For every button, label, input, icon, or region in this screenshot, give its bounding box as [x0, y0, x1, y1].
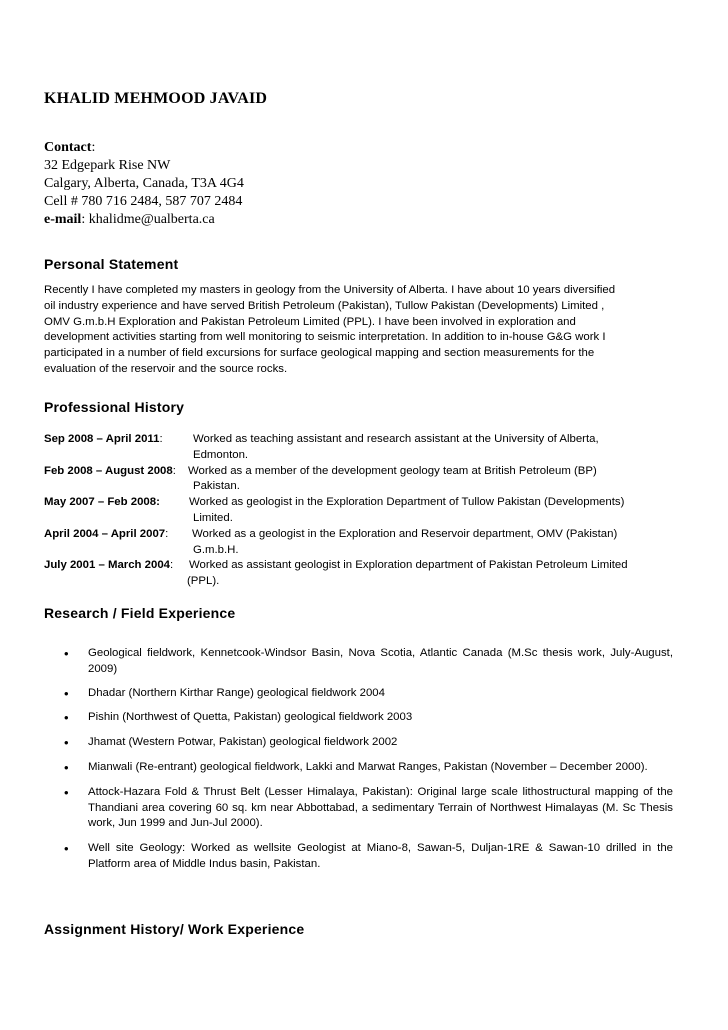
list-item-text: Mianwali (Re-entrant) geological fieldwork, Lakki and Marwat Ranges, Pakistan (November – December 2000). [88, 760, 648, 773]
list-item-text: Pishin (Northwest of Quetta, Pakistan) geological fieldwork 2003 [88, 711, 413, 724]
personal-statement-text [44, 283, 684, 378]
list-item-text: Dhadar (Northern Kirthar Range) geological fieldwork 2004 [88, 686, 385, 699]
bullet-icon: • [64, 646, 69, 661]
history-date: May 2007 – Feb 2008: [44, 496, 160, 509]
history-description: Worked as a member of the development geology team at British Petroleum (BP) [188, 464, 597, 477]
address-line-2: Calgary, Alberta, Canada, T3A 4G4 [44, 176, 244, 191]
bullet-icon: • [64, 784, 69, 800]
history-date: April 2004 – April 2007 [44, 527, 166, 540]
research-heading: Research / Field Experience [44, 605, 236, 621]
list-item [44, 760, 684, 776]
history-entry [44, 495, 694, 527]
list-item-text: Jhamat (Western Potwar, Pakistan) geological fieldwork 2002 [88, 736, 398, 749]
contact-heading [44, 139, 244, 157]
statement-line: evaluation of the reservoir and the source rocks. [44, 362, 288, 375]
list-item-text: Geological fieldwork, Kennetcook-Windsor Basin, Nova Scotia, Atlantic Canada (M.Sc thesis work, July-August, 2009) [88, 647, 673, 675]
history-entry [44, 527, 694, 559]
statement-line: participated in a number of field excursions for surface geological mapping and section measurements for the [44, 347, 595, 360]
history-description-cont: (PPL). [187, 575, 220, 588]
history-date-colon: : [159, 433, 163, 445]
history-description-cont: Pakistan. [193, 480, 240, 493]
history-date: Feb 2008 – August 2008 [44, 464, 173, 477]
bullet-icon: • [64, 685, 69, 701]
email-line [44, 211, 244, 229]
history-entry [44, 558, 694, 590]
professional-history-list [44, 432, 694, 590]
email-value[interactable]: : khalidme@ualberta.ca [81, 212, 215, 227]
statement-line: OMV G.m.b.H Exploration and Pakistan Petroleum Limited (PPL). I have been involved in exploration and [44, 315, 576, 328]
history-description: Worked as teaching assistant and research assistant at the University of Alberta, [193, 433, 599, 445]
history-description: Worked as a geologist in the Exploration and Reservoir department, OMV (Pakistan) [192, 527, 618, 540]
list-item [44, 646, 684, 678]
history-date-colon: : [172, 464, 176, 477]
list-item-text: Attock-Hazara Fold & Thrust Belt (Lesser Himalaya, Pakistan): Original large scale lithostructural mapping of the Thandiani area covering 60 sq. km near Abbottabad, a sedimentary Terrain of Northwest Himalayas (M. Sc Thesis work, Jun 1999 and Jun-Jul 2000). [88, 785, 673, 830]
history-entry [44, 464, 694, 496]
list-item [44, 735, 684, 751]
history-entry [44, 432, 694, 464]
email-label: e-mail [44, 212, 82, 227]
list-item [44, 841, 684, 873]
bullet-icon: • [64, 735, 69, 751]
contact-label-suffix: : [91, 140, 96, 155]
research-list [44, 646, 684, 873]
statement-line: oil industry experience and have served British Petroleum (Pakistan), Tullow Pakistan (Developments) Limited , [44, 299, 605, 312]
professional-history-heading: Professional History [44, 399, 185, 415]
contact-label: Contact [44, 140, 92, 155]
list-item [44, 785, 684, 832]
history-date: Sep 2008 – April 2011 [44, 433, 160, 445]
candidate-name: KHALID MEHMOOD JAVAID [44, 90, 268, 107]
list-item [44, 686, 684, 702]
history-description: Worked as assistant geologist in Exploration department of Pakistan Petroleum Limited [189, 559, 628, 572]
contact-block [44, 139, 244, 229]
bullet-icon: • [64, 710, 69, 726]
history-description-cont: G.m.b.H. [193, 543, 239, 556]
history-description-cont: Edmonton. [193, 448, 249, 461]
history-date: July 2001 – March 2004 [44, 559, 171, 572]
personal-statement-heading: Personal Statement [44, 256, 179, 272]
history-date-colon: : [165, 527, 169, 540]
cell-phone: Cell # 780 716 2484, 587 707 2484 [44, 194, 243, 209]
history-description-cont: Limited. [193, 511, 233, 524]
list-item-text: Well site Geology: Worked as wellsite Geologist at Miano-8, Sawan-5, Duljan-1RE & Sawan-10 drilled in the Platform area of Middle Indus basin, Pakistan. [88, 842, 673, 870]
list-item [44, 710, 684, 726]
history-description: Worked as geologist in the Exploration Department of Tullow Pakistan (Developments) [189, 496, 625, 509]
statement-line: Recently I have completed my masters in geology from the University of Alberta. I have about 10 years diversified [44, 284, 616, 296]
statement-line: development activities starting from well monitoring to seismic interpretation. In addition to in-house G&G work I [44, 331, 606, 344]
assignment-heading: Assignment History/ Work Experience [44, 921, 305, 937]
address-line-1: 32 Edgepark Rise NW [44, 158, 171, 173]
bullet-icon: • [64, 841, 69, 857]
bullet-icon: • [64, 759, 69, 775]
history-date-colon: : [170, 559, 174, 572]
